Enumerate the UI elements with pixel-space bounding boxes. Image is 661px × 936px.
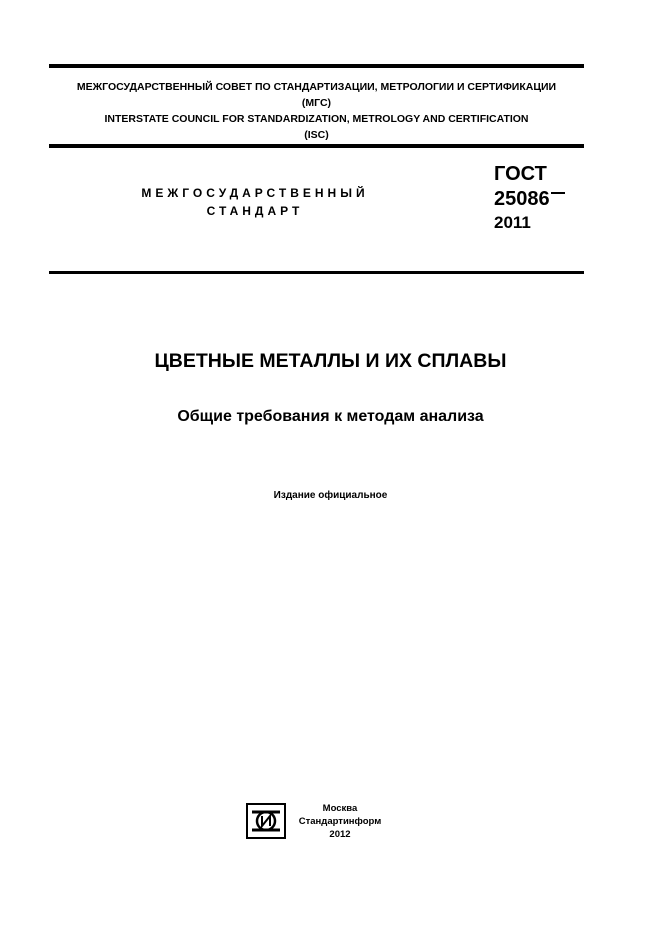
council-abbr-en: (ISC) (304, 129, 329, 141)
publisher-year: 2012 (329, 829, 351, 840)
standard-kind (120, 184, 390, 220)
publisher-city: Москва (322, 803, 358, 814)
publisher-name: Стандартинформ (298, 816, 382, 827)
council-abbr-ru: (МГС) (301, 97, 332, 109)
council-name-en: INTERSTATE COUNCIL FOR STANDARDIZATION, METROLOGY AND CERTIFICATION (104, 113, 529, 125)
edition-note: Издание официальное (273, 490, 388, 501)
middle-rule (49, 144, 584, 148)
publisher-block (290, 802, 390, 841)
council-header (49, 79, 584, 143)
gost-number: 25086 (494, 188, 550, 210)
gost-designation (494, 162, 565, 234)
document-subtitle: Общие требования к методам анализа (177, 408, 484, 425)
gost-year: 2011 (494, 213, 531, 232)
gost-dash (551, 192, 565, 194)
gost-label: ГОСТ (494, 163, 547, 185)
council-name-ru: МЕЖГОСУДАРСТВЕННЫЙ СОВЕТ ПО СТАНДАРТИЗАЦИИ, МЕТРОЛОГИИ И СЕРТИФИКАЦИИ (76, 81, 557, 93)
standartinform-logo-icon (246, 803, 286, 839)
top-rule (49, 64, 584, 68)
standard-kind-line1: МЕЖГОСУДАРСТВЕННЫЙ (141, 186, 369, 200)
standard-kind-line2: СТАНДАРТ (206, 204, 304, 218)
gost-number-line (494, 187, 565, 212)
document-title: ЦВЕТНЫЕ МЕТАЛЛЫ И ИХ СПЛАВЫ (154, 350, 507, 372)
bottom-rule (49, 271, 584, 274)
